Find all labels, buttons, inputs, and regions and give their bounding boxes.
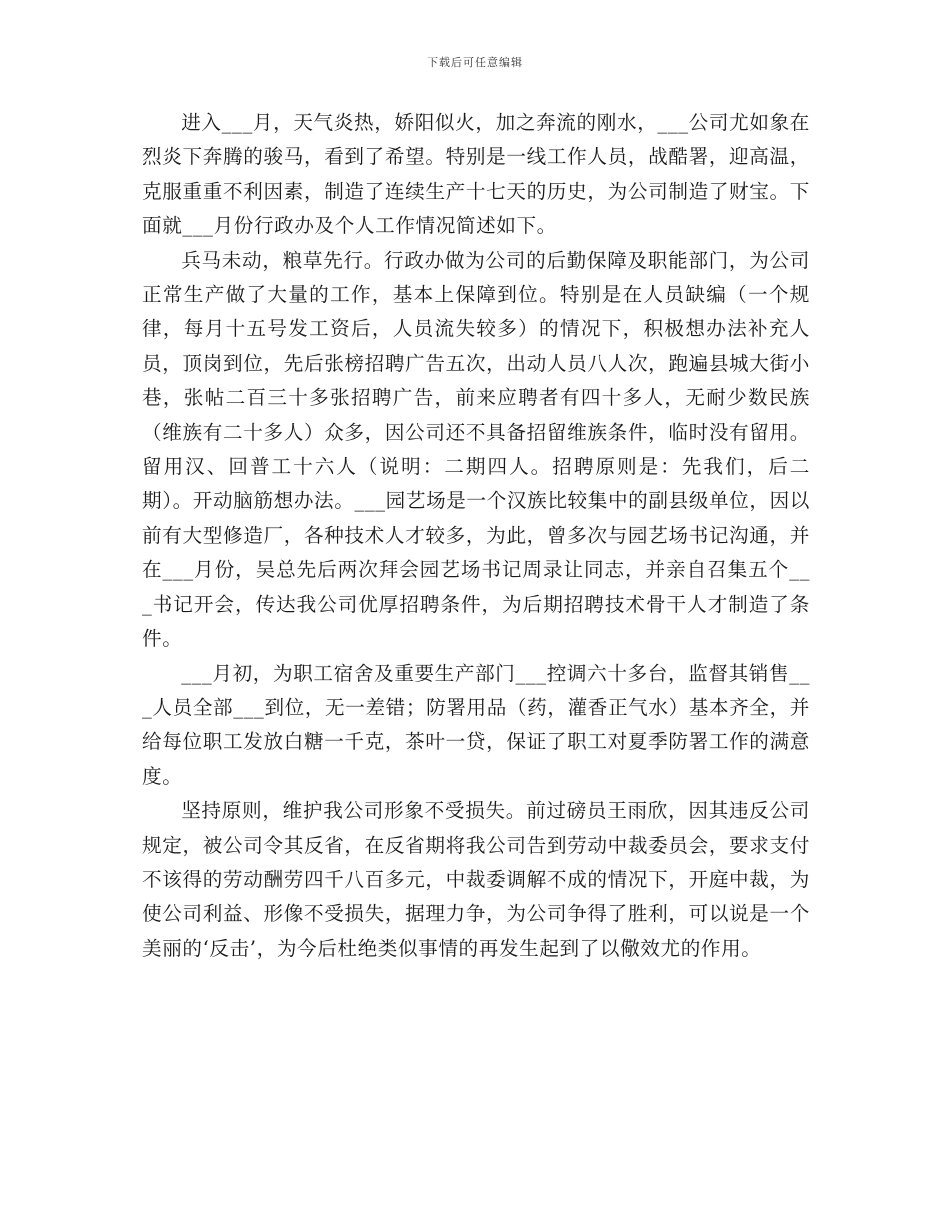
paragraph-recruitment: 兵马未动，粮草先行。行政办做为公司的后勤保障及职能部门，为公司正常生产做了大量的工作，基本上保障到位。特别是在人员缺编（一个规律，每月十五号发工资后，人员流失较多）的情况下，积极想办法补充人员，顶岗到位，先后张榜招聘广告五次，出动人员八人次，跑遍县城大街小巷，张帖二百三十多张招聘广告，前来应聘者有四十多人，无耐少数民族（维族有二十多人）众多，因公司还不具备招留维族条件，临时没有留用。留用汉、回普工十六人（说明：二期四人。招聘原则是：先我们，后二期）。开动脑筋想办法。___园艺场是一个汉族比较集中的副县级单位，因以前有大型修造厂，各种技术人才较多，为此，曾多次与园艺场书记沟通，并在___月份，吴总先后两次拜会园艺场书记周录让同志，并亲自召集五个___书记开会，传达我公司优厚招聘条件，为后期招聘技术骨干人才制造了条件。 bbox=[142, 248, 810, 651]
document-body bbox=[142, 106, 810, 966]
page-header: 下载后可任意编辑 bbox=[427, 56, 523, 69]
paragraph-summer-heat-protection: ___月初，为职工宿舍及重要生产部门___控调六十多台，监督其销售___人员全部___到位，无一差错；防署用品（药，灌香正气水）基本齐全，并给每位职工发放白糖一千克，茶叶一贷，保证了职工对夏季防署工作的满意度。 bbox=[142, 661, 810, 788]
paragraph-intro: 进入___月，天气炎热，娇阳似火，加之奔流的刚水，___公司尤如象在烈炎下奔腾的骏马，看到了希望。特别是一线工作人员，战酷署，迎高温，克服重重不利因素，制造了连续生产十七天的历史，为公司制造了财宝。下面就___月份行政办及个人工作情况简述如下。 bbox=[142, 111, 810, 238]
paragraph-labor-dispute: 坚持原则，维护我公司形象不受损失。前过磅员王雨欣，因其违反公司规定，被公司令其反省，在反省期将我公司告到劳动中裁委员会，要求支付不该得的劳动酬劳四千八百多元，中裁委调解不成的情况下，开庭中裁，为使公司利益、形像不受损失，据理力争，为公司争得了胜利，可以说是一个美丽的‘反击’，为今后杜绝类似事情的再发生起到了以儆效尤的作用。 bbox=[142, 799, 810, 960]
